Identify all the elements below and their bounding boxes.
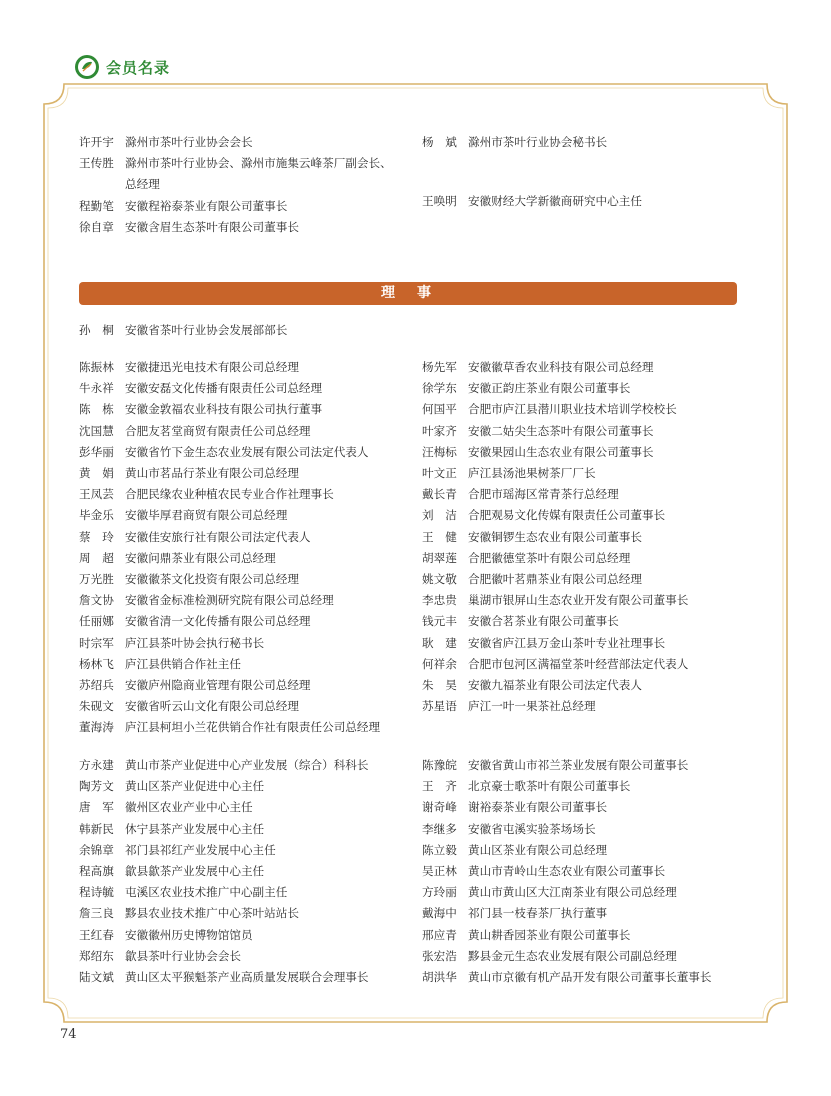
list-item bbox=[422, 882, 762, 903]
list-item bbox=[79, 463, 419, 484]
list-item bbox=[79, 320, 409, 341]
list-item bbox=[79, 442, 419, 463]
list-item bbox=[79, 378, 419, 399]
member-name: 何国平 bbox=[422, 402, 457, 417]
member-name: 时宗军 bbox=[79, 635, 114, 650]
list-item bbox=[422, 399, 752, 420]
member-name: 杨先军 bbox=[422, 360, 457, 374]
member-name: 王凤芸 bbox=[79, 487, 114, 502]
list-item bbox=[79, 717, 419, 738]
list-item bbox=[79, 153, 409, 195]
member-name: 余锦章 bbox=[79, 842, 114, 857]
member-title: 北京豪士歌茶叶有限公司董事长 bbox=[468, 779, 631, 794]
member-title: 安徽省清一文化传播有限公司总经理 bbox=[125, 614, 311, 629]
list-item bbox=[422, 132, 742, 153]
member-title: 祁门县一枝春茶厂执行董事 bbox=[468, 906, 608, 921]
list-item bbox=[422, 548, 752, 569]
member-name: 王红春 bbox=[79, 927, 114, 942]
member-title: 安徽金敦福农业科技有限公司执行董事 bbox=[125, 402, 323, 417]
member-title: 安徽省金标准检测研究院有限公司总经理 bbox=[125, 593, 334, 608]
list-item bbox=[79, 633, 419, 654]
member-title: 庐江县供销合作社主任 bbox=[125, 656, 241, 671]
tea-association-logo-icon bbox=[74, 54, 100, 80]
member-title: 合肥市包河区满福堂茶叶经营部法定代表人 bbox=[468, 656, 689, 671]
list-item bbox=[79, 861, 419, 882]
member-name: 王 健 bbox=[422, 529, 457, 544]
member-name: 徐学东 bbox=[422, 381, 457, 396]
member-name: 许开宇 bbox=[79, 135, 114, 149]
list-item bbox=[422, 696, 752, 717]
member-name: 陈豫皖 bbox=[422, 758, 457, 772]
list-item bbox=[79, 967, 419, 988]
member-title: 安徽安磊文化传播有限责任公司总经理 bbox=[125, 381, 323, 396]
member-title: 安徽徽草香农业科技有限公司总经理 bbox=[468, 360, 654, 374]
member-name: 李忠贵 bbox=[422, 593, 457, 608]
member-title: 合肥友茗堂商贸有限责任公司总经理 bbox=[125, 423, 311, 438]
member-title: 安徽省黄山市祁兰茶业发展有限公司董事长 bbox=[468, 758, 689, 772]
list-item bbox=[79, 840, 419, 861]
member-name: 谢奇峰 bbox=[422, 800, 457, 815]
member-title: 安徽省竹下金生态农业发展有限公司法定代表人 bbox=[125, 444, 369, 459]
member-title: 合肥徽德堂茶叶有限公司总经理 bbox=[468, 550, 631, 565]
member-title: 黄山市青岭山生态农业有限公司董事长 bbox=[468, 864, 666, 879]
member-title: 庐江县汤池果树茶厂厂长 bbox=[468, 466, 596, 481]
list-item bbox=[79, 505, 419, 526]
member-name: 詹文协 bbox=[79, 593, 114, 608]
list-item bbox=[79, 357, 419, 378]
member-name: 何祥余 bbox=[422, 656, 457, 671]
member-title: 黄山市京徽有机产品开发有限公司董事长董事长 bbox=[468, 970, 712, 985]
member-name: 陆文斌 bbox=[79, 970, 114, 985]
member-name: 程高旗 bbox=[79, 864, 114, 879]
list-item bbox=[79, 776, 419, 797]
member-name: 朱 昊 bbox=[422, 678, 457, 693]
member-title: 谢裕泰茶业有限公司董事长 bbox=[468, 800, 608, 815]
list-item bbox=[422, 421, 752, 442]
member-title: 安徽庐州隐商业管理有限公司总经理 bbox=[125, 678, 311, 693]
member-title: 黄山区茶产业促进中心主任 bbox=[125, 779, 265, 794]
member-title: 歙县茶叶行业协会会长 bbox=[125, 948, 241, 963]
member-name: 方永建 bbox=[79, 758, 114, 772]
list-item bbox=[422, 527, 752, 548]
member-title: 安徽程裕泰茶业有限公司董事长 bbox=[125, 198, 288, 213]
member-name: 陶芳文 bbox=[79, 779, 114, 794]
member-title: 安徽财经大学新徽商研究中心主任 bbox=[468, 194, 642, 208]
member-name: 苏绍兵 bbox=[79, 678, 114, 693]
list-item bbox=[422, 357, 752, 378]
member-name: 彭华丽 bbox=[79, 444, 114, 459]
member-name: 钱元丰 bbox=[422, 614, 457, 629]
list-item bbox=[79, 548, 419, 569]
list-item bbox=[79, 675, 419, 696]
member-title: 巢湖市银屏山生态农业开发有限公司董事长 bbox=[468, 593, 689, 608]
member-name: 陈立毅 bbox=[422, 842, 457, 857]
member-title: 安徽省听云山文化有限公司总经理 bbox=[125, 699, 299, 714]
group2-left-list bbox=[79, 755, 419, 988]
list-item bbox=[79, 399, 419, 420]
member-title: 滁州市茶叶行业协会会长 bbox=[125, 135, 253, 149]
member-name: 刘 洁 bbox=[422, 508, 457, 523]
member-title: 安徽问鼎茶业有限公司总经理 bbox=[125, 550, 276, 565]
member-name: 蔡 玲 bbox=[79, 529, 114, 544]
member-title: 黄山区茶业有限公司总经理 bbox=[468, 842, 608, 857]
member-title: 黄山市黄山区大江南茶业有限公司总经理 bbox=[468, 885, 677, 900]
list-item bbox=[422, 819, 762, 840]
member-name: 王传胜 bbox=[79, 156, 114, 171]
list-item bbox=[422, 569, 752, 590]
list-item bbox=[422, 378, 752, 399]
section-header-title: 会员名录 bbox=[106, 58, 171, 77]
list-item bbox=[79, 797, 419, 818]
member-title: 合肥徽叶茗鼎茶业有限公司总经理 bbox=[468, 572, 642, 587]
list-item bbox=[79, 696, 419, 717]
list-item bbox=[79, 654, 419, 675]
list-item bbox=[79, 196, 409, 217]
member-title: 黟县农业技术推广中心茶叶站站长 bbox=[125, 906, 299, 921]
list-item bbox=[79, 132, 409, 153]
member-title: 庐江一叶一果茶社总经理 bbox=[468, 699, 596, 714]
list-item bbox=[79, 819, 419, 840]
list-item bbox=[79, 611, 419, 632]
member-name: 程勤笔 bbox=[79, 198, 114, 213]
list-item bbox=[79, 217, 409, 238]
member-title: 歙县歙茶产业发展中心主任 bbox=[125, 864, 265, 879]
member-name: 詹三良 bbox=[79, 906, 114, 921]
member-name: 程诗毓 bbox=[79, 885, 114, 900]
member-name: 黄 娟 bbox=[79, 466, 114, 481]
member-name: 周 超 bbox=[79, 550, 114, 565]
member-title: 安徽毕厚君商贸有限公司总经理 bbox=[125, 508, 288, 523]
list-item bbox=[79, 882, 419, 903]
member-name: 杨林飞 bbox=[79, 656, 114, 671]
member-name: 陈振林 bbox=[79, 360, 114, 374]
member-title: 屯溪区农业技术推广中心副主任 bbox=[125, 885, 288, 900]
member-title: 安徽省庐江县万金山茶叶专业社理事长 bbox=[468, 635, 666, 650]
list-item bbox=[422, 505, 752, 526]
list-item bbox=[79, 569, 419, 590]
member-title: 安徽二姑尖生态茶叶有限公司董事长 bbox=[468, 423, 654, 438]
list-item bbox=[422, 840, 762, 861]
list-item bbox=[422, 675, 752, 696]
list-item bbox=[422, 776, 762, 797]
list-item bbox=[79, 590, 419, 611]
member-title: 安徽省屯溪实验茶场场长 bbox=[468, 821, 596, 836]
member-title: 安徽铜锣生态农业有限公司董事长 bbox=[468, 529, 642, 544]
member-name: 王唤明 bbox=[422, 194, 457, 208]
member-title: 合肥市瑶海区常青茶行总经理 bbox=[468, 487, 619, 502]
list-item bbox=[79, 946, 419, 967]
list-item bbox=[422, 442, 752, 463]
member-name: 郑绍东 bbox=[79, 948, 114, 963]
list-item bbox=[422, 463, 752, 484]
list-item bbox=[79, 484, 419, 505]
member-name: 姚文敬 bbox=[422, 572, 457, 587]
member-title: 安徽省茶叶行业协会发展部部长 bbox=[125, 323, 288, 337]
member-title: 庐江县柯坦小兰花供销合作社有限责任公司总经理 bbox=[125, 720, 381, 735]
list-item bbox=[79, 421, 419, 442]
member-title: 安徽徽茶文化投资有限公司总经理 bbox=[125, 572, 299, 587]
member-name: 韩新民 bbox=[79, 821, 114, 836]
member-name: 朱砚文 bbox=[79, 699, 114, 714]
member-title: 黄山市茗品行茶业有限公司总经理 bbox=[125, 466, 299, 481]
member-name: 耿 建 bbox=[422, 635, 457, 650]
list-item bbox=[422, 755, 762, 776]
member-name: 任丽娜 bbox=[79, 614, 114, 629]
member-name: 董海涛 bbox=[79, 720, 114, 735]
member-name: 杨 斌 bbox=[422, 135, 457, 149]
list-item bbox=[422, 590, 752, 611]
member-title: 徽州区农业产业中心主任 bbox=[125, 800, 253, 815]
member-title: 安徽正韵庄茶业有限公司董事长 bbox=[468, 381, 631, 396]
section-title-band: 理 事 bbox=[79, 282, 737, 305]
member-name: 叶文正 bbox=[422, 466, 457, 481]
member-name: 邢应青 bbox=[422, 927, 457, 942]
top-left-list bbox=[79, 132, 409, 238]
top-right-list-2 bbox=[422, 191, 742, 212]
member-title: 安徽合茗茶业有限公司董事长 bbox=[468, 614, 619, 629]
top-right-list bbox=[422, 132, 742, 153]
member-name: 沈国慧 bbox=[79, 423, 114, 438]
list-item bbox=[422, 946, 762, 967]
list-item bbox=[422, 654, 752, 675]
member-name: 王 齐 bbox=[422, 779, 457, 794]
member-name: 毕金乐 bbox=[79, 508, 114, 523]
member-title: 合肥民缘农业种植农民专业合作社理事长 bbox=[125, 487, 334, 502]
list-item bbox=[422, 925, 762, 946]
member-title: 安徽捷迅光电技术有限公司总经理 bbox=[125, 360, 299, 374]
member-name: 万光胜 bbox=[79, 572, 114, 587]
member-title: 安徽佳安旅行社有限公司法定代表人 bbox=[125, 529, 311, 544]
list-item bbox=[79, 527, 419, 548]
list-item bbox=[79, 903, 419, 924]
member-title: 黄山区太平猴魁茶产业高质量发展联合会理事长 bbox=[125, 970, 369, 985]
group2-right-list bbox=[422, 755, 762, 988]
member-title: 安徽徽州历史博物馆馆员 bbox=[125, 927, 253, 942]
member-title: 合肥观易文化传媒有限责任公司董事长 bbox=[468, 508, 666, 523]
member-name: 胡翠莲 bbox=[422, 550, 457, 565]
member-name: 吴正林 bbox=[422, 864, 457, 879]
member-name: 唐 军 bbox=[79, 800, 114, 815]
group1-right-list bbox=[422, 357, 752, 717]
member-name: 苏星语 bbox=[422, 699, 457, 714]
member-title: 祁门县祁红产业发展中心主任 bbox=[125, 842, 276, 857]
member-name: 牛永祥 bbox=[79, 381, 114, 396]
member-title: 黄山耕香园茶业有限公司董事长 bbox=[468, 927, 631, 942]
member-name: 张宏浩 bbox=[422, 948, 457, 963]
page-header bbox=[74, 53, 170, 81]
list-item bbox=[79, 755, 419, 776]
member-title: 滁州市茶叶行业协会秘书长 bbox=[468, 135, 608, 149]
list-item bbox=[422, 633, 752, 654]
member-title: 庐江县茶叶协会执行秘书长 bbox=[125, 635, 265, 650]
member-title: 合肥市庐江县潜川职业技术培训学校校长 bbox=[468, 402, 677, 417]
member-title: 安徽含眉生态茶叶有限公司董事长 bbox=[125, 219, 299, 234]
member-name: 徐自章 bbox=[79, 219, 114, 234]
member-name: 胡洪华 bbox=[422, 970, 457, 985]
list-item bbox=[422, 191, 742, 212]
page-number: 74 bbox=[60, 1027, 77, 1042]
list-item bbox=[79, 925, 419, 946]
member-name: 戴海中 bbox=[422, 906, 457, 921]
list-item bbox=[422, 903, 762, 924]
single-entry bbox=[79, 320, 409, 341]
member-title: 安徽果园山生态农业有限公司董事长 bbox=[468, 444, 654, 459]
list-item bbox=[422, 797, 762, 818]
member-title: 安徽九福茶业有限公司法定代表人 bbox=[468, 678, 642, 693]
member-name: 汪梅标 bbox=[422, 444, 457, 459]
member-name: 李继多 bbox=[422, 821, 457, 836]
group1-left-list bbox=[79, 357, 419, 739]
member-title: 黄山市茶产业促进中心产业发展（综合）科科长 bbox=[125, 758, 369, 772]
member-title: 滁州市茶叶行业协会、滁州市施集云峰茶厂副会长、总经理 bbox=[125, 156, 392, 192]
member-name: 戴长青 bbox=[422, 487, 457, 502]
member-name: 孙 桐 bbox=[79, 323, 114, 337]
member-name: 陈 栋 bbox=[79, 402, 114, 417]
member-title: 休宁县茶产业发展中心主任 bbox=[125, 821, 265, 836]
member-name: 方玲丽 bbox=[422, 885, 457, 900]
list-item bbox=[422, 484, 752, 505]
list-item bbox=[422, 611, 752, 632]
list-item bbox=[422, 967, 762, 988]
member-title: 黟县金元生态农业发展有限公司副总经理 bbox=[468, 948, 677, 963]
member-name: 叶家齐 bbox=[422, 423, 457, 438]
list-item bbox=[422, 861, 762, 882]
